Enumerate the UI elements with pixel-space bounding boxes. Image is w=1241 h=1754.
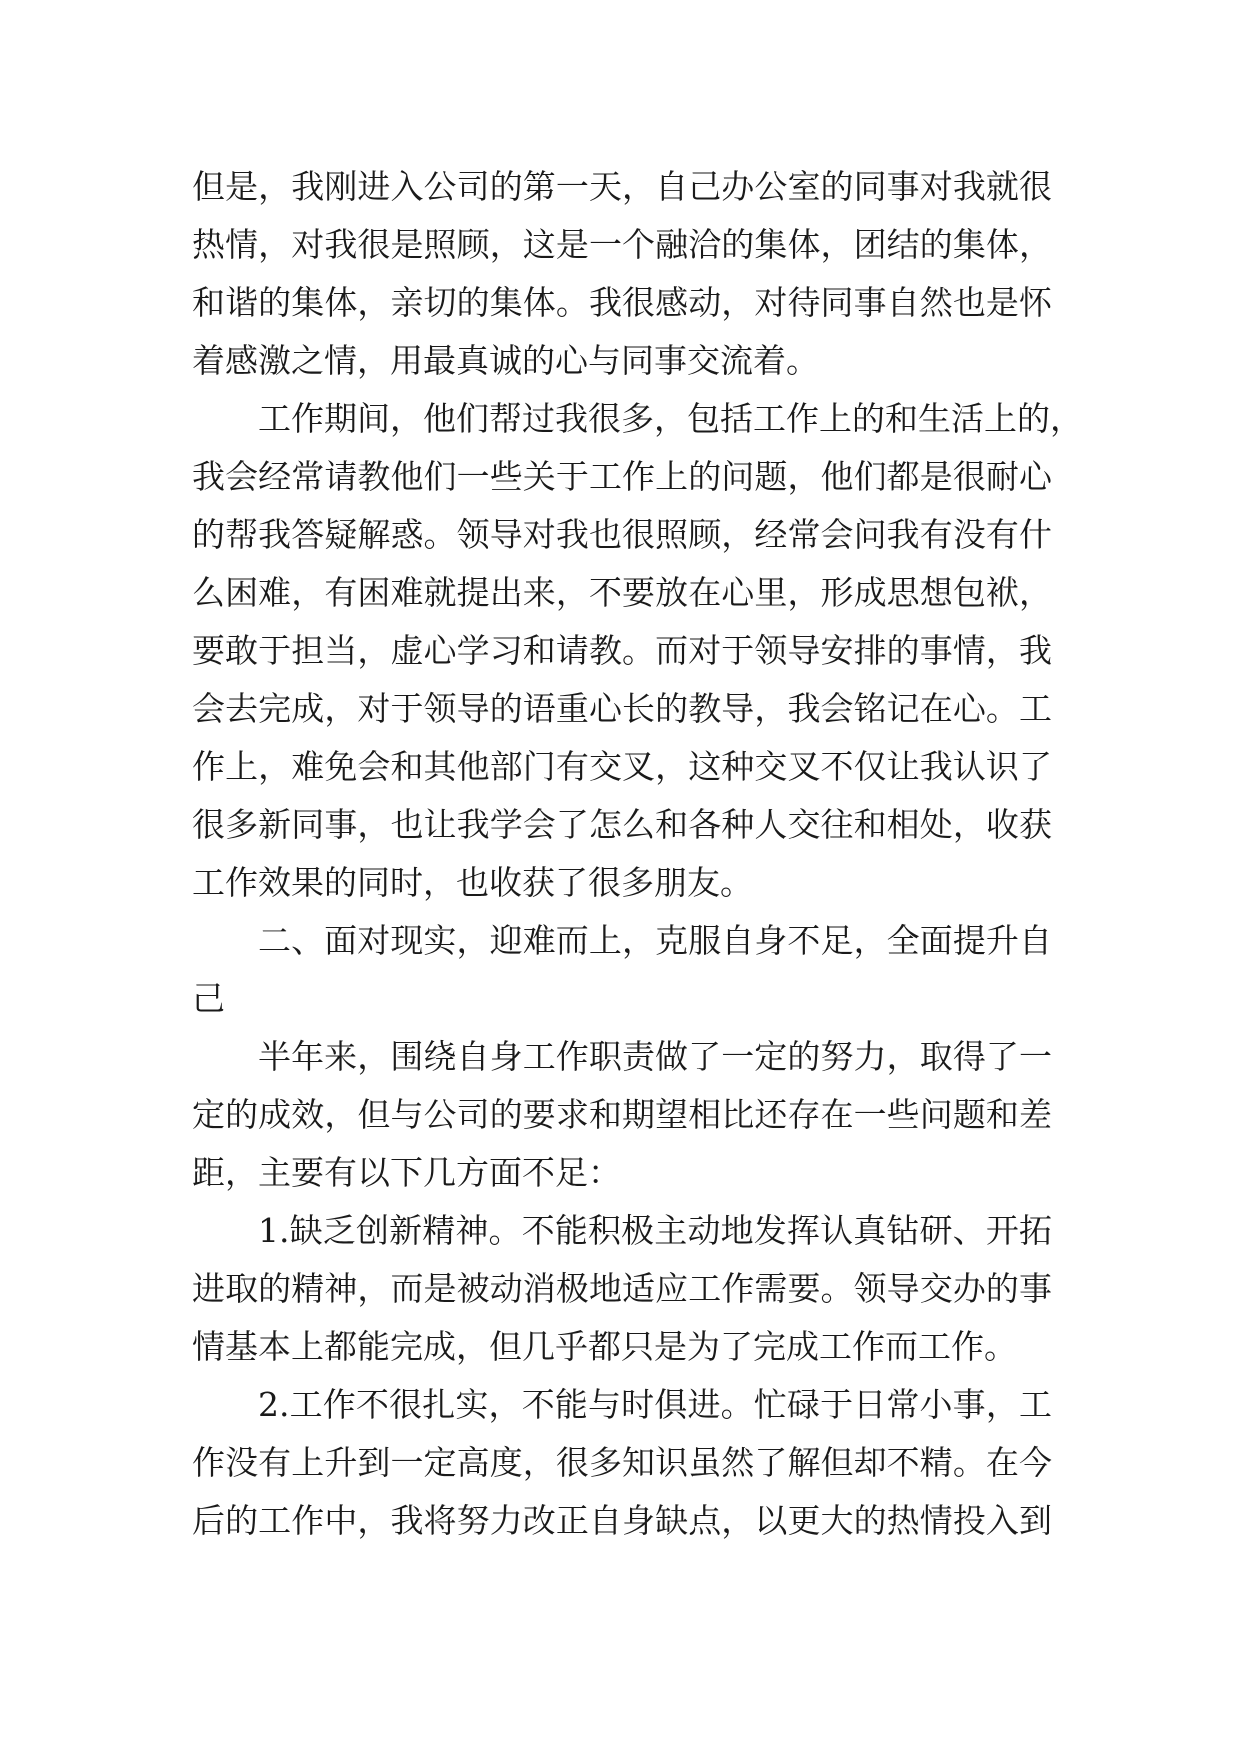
text-line: 的帮我答疑解惑。领导对我也很照顾，经常会问我有没有什: [192, 515, 1052, 554]
text-line: 着感激之情，用最真诚的心与同事交流着。: [192, 341, 819, 380]
text-line: 作上，难免会和其他部门有交叉，这种交叉不仅让我认识了: [192, 747, 1052, 786]
text-line: 己: [192, 979, 225, 1018]
text-line: 作没有上升到一定高度，很多知识虽然了解但却不精。在今: [192, 1443, 1052, 1482]
text-line: 和谐的集体，亲切的集体。我很感动，对待同事自然也是怀: [192, 283, 1052, 322]
text-line: 工作期间，他们帮过我很多，包括工作上的和生活上的，: [258, 399, 1083, 438]
text-line: 我会经常请教他们一些关于工作上的问题，他们都是很耐心: [192, 457, 1052, 496]
text-line: 距，主要有以下几方面不足：: [192, 1153, 621, 1192]
text-line: 1.缺乏创新精神。不能积极主动地发挥认真钻研、开拓: [258, 1211, 1052, 1250]
text-line: 但是，我刚进入公司的第一天，自己办公室的同事对我就很: [192, 167, 1052, 206]
text-line: 二、面对现实，迎难而上，克服自身不足，全面提升自: [258, 921, 1052, 960]
text-line: 要敢于担当，虚心学习和请教。而对于领导安排的事情，我: [192, 631, 1052, 670]
text-line: 情基本上都能完成，但几乎都只是为了完成工作而工作。: [192, 1327, 1017, 1366]
text-line: 会去完成，对于领导的语重心长的教导，我会铭记在心。工: [192, 689, 1052, 728]
text-line: 很多新同事，也让我学会了怎么和各种人交往和相处，收获: [192, 805, 1052, 844]
text-line: 进取的精神，而是被动消极地适应工作需要。领导交办的事: [192, 1269, 1052, 1308]
text-line: 定的成效，但与公司的要求和期望相比还存在一些问题和差: [192, 1095, 1052, 1134]
text-line: 2.工作不很扎实，不能与时俱进。忙碌于日常小事，工: [258, 1385, 1052, 1424]
text-line: 半年来，围绕自身工作职责做了一定的努力，取得了一: [258, 1037, 1052, 1076]
text-line: 后的工作中，我将努力改正自身缺点，以更大的热情投入到: [192, 1501, 1052, 1540]
text-line: 工作效果的同时，也收获了很多朋友。: [192, 863, 753, 902]
text-line: 么困难，有困难就提出来，不要放在心里，形成思想包袱，: [192, 573, 1052, 612]
text-line: 热情，对我很是照顾，这是一个融洽的集体，团结的集体，: [192, 225, 1052, 264]
document-body: [192, 158, 1083, 1550]
